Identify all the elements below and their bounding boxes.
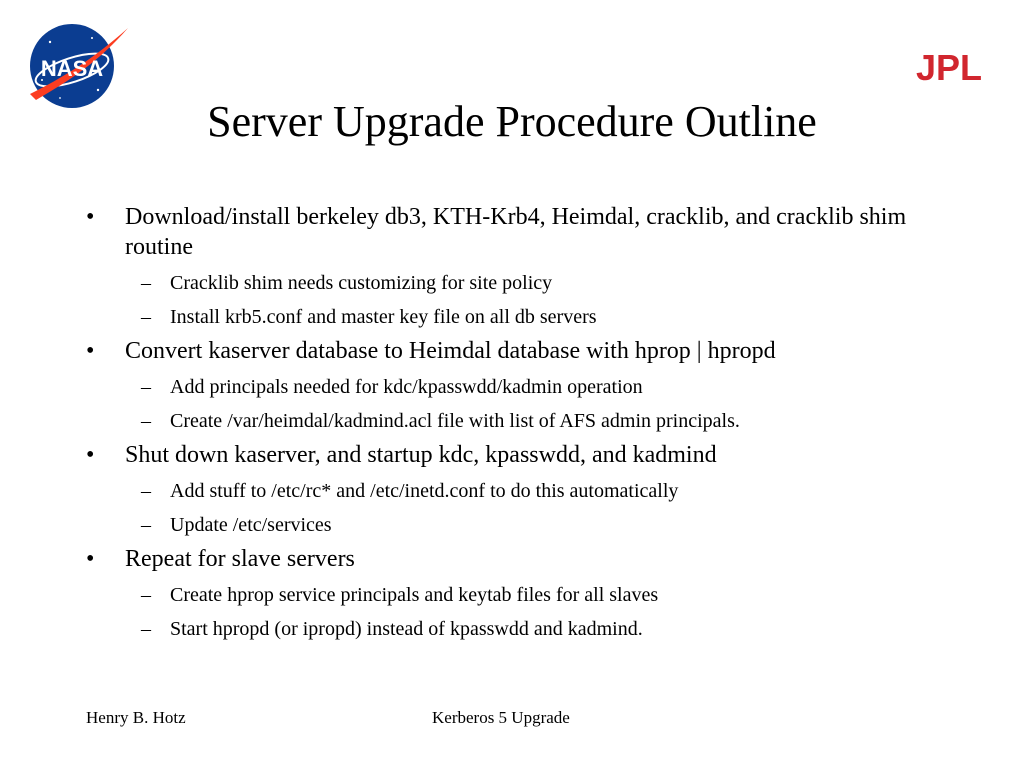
bullet-item [86,544,946,574]
sub-bullet-item [86,271,946,296]
sub-bullet-text: Install krb5.conf and master key file on all db servers [170,306,597,328]
sub-bullet-text: Start hpropd (or ipropd) instead of kpasswdd and kadmind. [170,618,643,640]
sub-bullet-text: Add stuff to /etc/rc* and /etc/inetd.conf to do this automatically [170,480,679,502]
bullet-list [86,202,946,642]
footer-author: Henry B. Hotz [86,708,186,727]
sub-bullet-item [86,305,946,330]
bullet-text: Convert kaserver database to Heimdal database with hprop | hpropd [125,338,776,364]
footer-title: Kerberos 5 Upgrade [432,708,570,727]
sub-bullet-text: Create /var/heimdal/kadmind.acl file with list of AFS admin principals. [170,410,740,432]
sub-bullet-marker: – [141,410,151,432]
bullet-item [86,336,946,366]
sub-bullet-marker: – [141,376,151,398]
sub-bullet-text: Cracklib shim needs customizing for site policy [170,272,553,294]
jpl-logo [895,50,1003,84]
bullet-item [86,202,946,262]
bullet-item [86,440,946,470]
sub-bullet-marker: – [141,306,151,328]
sub-bullet-text: Update /etc/services [170,514,332,536]
sub-bullet-marker: – [141,584,151,606]
bullet-marker: • [86,204,95,230]
nasa-logo-text: NASA [40,56,104,81]
sub-bullet-text: Add principals needed for kdc/kpasswdd/kadmin operation [170,376,643,398]
sub-bullet-marker: – [141,272,151,294]
sub-bullet-item [86,409,946,434]
bullet-marker: • [86,442,95,468]
bullet-text: Download/install berkeley db3, KTH-Krb4, Heimdal, cracklib, and cracklib shim routine [125,204,907,260]
sub-bullet-item [86,375,946,400]
bullet-text: Shut down kaserver, and startup kdc, kpasswdd, and kadmind [125,442,717,468]
jpl-logo-text: JPL [915,50,983,84]
sub-bullet-item [86,617,946,642]
bullet-marker: • [86,338,95,364]
sub-bullet-marker: – [141,618,151,640]
sub-bullet-item [86,513,946,538]
bullet-marker: • [86,546,95,572]
sub-bullet-item [86,583,946,608]
sub-bullet-text: Create hprop service principals and keytab files for all slaves [170,584,659,606]
sub-bullet-marker: – [141,514,151,536]
bullet-text: Repeat for slave servers [125,546,355,572]
sub-bullet-marker: – [141,480,151,502]
sub-bullet-item [86,479,946,504]
slide-title: Server Upgrade Procedure Outline [207,97,817,146]
